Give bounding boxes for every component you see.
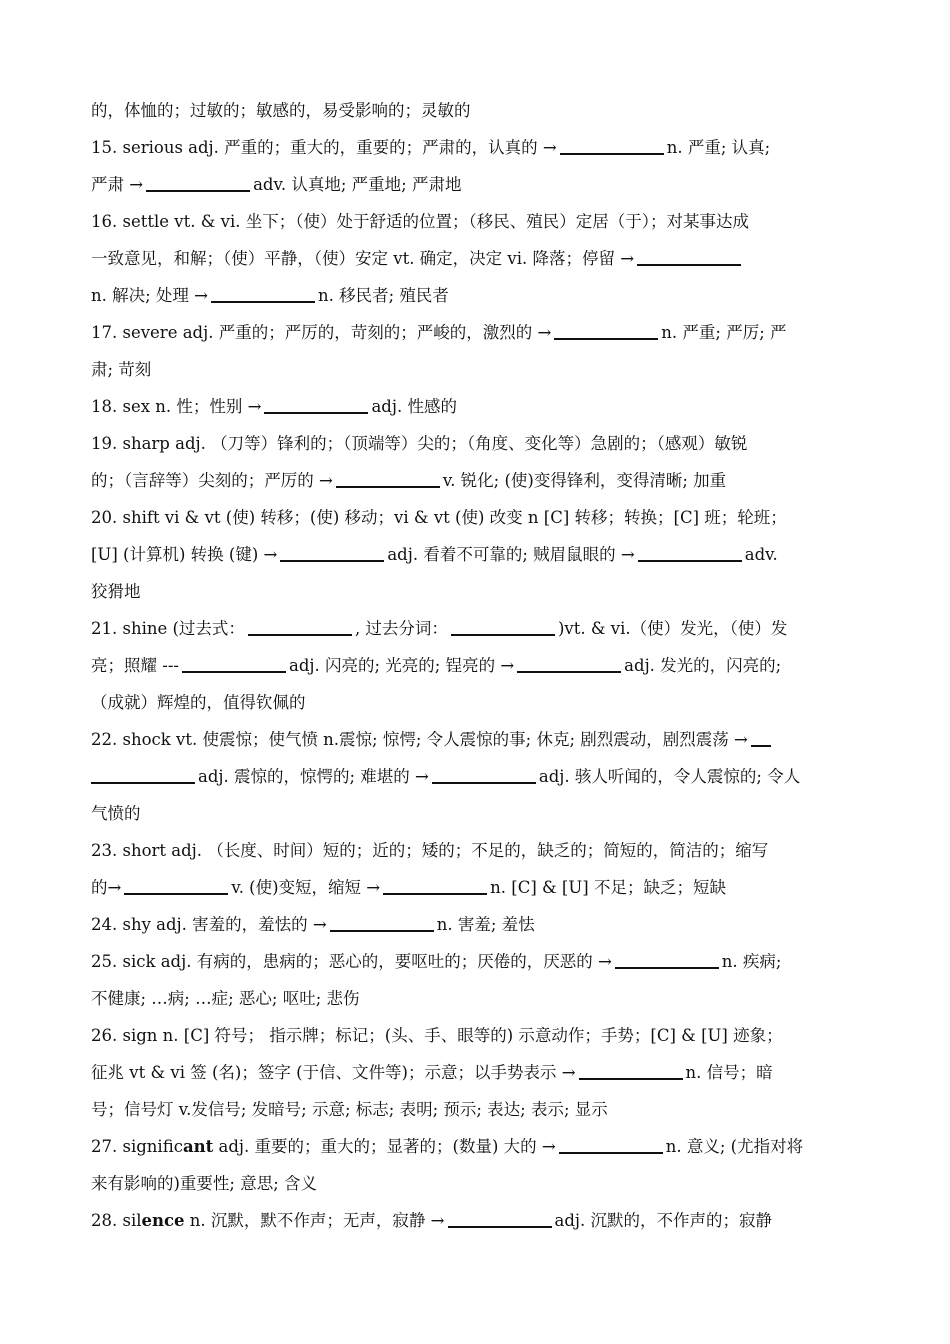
entry-25-cont: 不健康; …病; …症; 恶心; 呕吐; 悲伤 [91, 989, 360, 1008]
answer-blank[interactable] [91, 782, 195, 784]
entry-27-cont: 来有影响的)重要性; 意思; 含义 [91, 1174, 318, 1193]
entry-26-cont: 征兆 vt & vi 签 (名)；签字 (于信、文件等)；示意；以手势表示 → n. 信号；暗 [91, 1063, 773, 1082]
entry-23: 23. short adj. （长度、时间）短的；近的；矮的；不足的，缺乏的；简短的，简洁的；缩写 [91, 841, 769, 860]
answer-blank[interactable] [330, 930, 434, 932]
entry-19-cont: 的；（言辞等）尖刻的；严厉的 → v. 锐化; (使)变得锋利，变得清晰; 加重 [91, 471, 727, 490]
entry-15-cont: 严肃 → adv. 认真地; 严重地; 严肃地 [91, 175, 462, 194]
answer-blank[interactable] [211, 301, 315, 303]
answer-blank[interactable] [146, 190, 250, 192]
answer-blank[interactable] [280, 560, 384, 562]
answer-blank[interactable] [559, 1152, 663, 1154]
answer-blank[interactable] [448, 1226, 552, 1228]
answer-blank[interactable] [579, 1078, 683, 1080]
answer-blank[interactable] [554, 338, 658, 340]
entry-26: 26. sign n. [C] 符号； 指示牌；标记；(头、手、眼等的) 示意动作；手势；[C] & [U] 迹象； [91, 1026, 783, 1045]
answer-blank[interactable] [751, 745, 771, 747]
entry-25: 25. sick adj. 有病的，患病的；恶心的，要呕吐的；厌倦的，厌恶的 → n. 疾病; [91, 952, 782, 971]
entry-20-cont2: 狡猾地 [91, 582, 141, 601]
answer-blank[interactable] [560, 153, 664, 155]
entry-21-cont2: （成就）辉煌的，值得钦佩的 [91, 693, 306, 712]
answer-blank[interactable] [451, 634, 555, 636]
answer-blank[interactable] [248, 634, 352, 636]
entry-22-cont2: 气愤的 [91, 804, 141, 823]
vocabulary-list [91, 92, 861, 1239]
answer-blank[interactable] [264, 412, 368, 414]
answer-blank[interactable] [615, 967, 719, 969]
answer-blank[interactable] [637, 264, 741, 266]
entry-15: 15. serious adj. 严重的；重大的，重要的；严肃的，认真的 → n. 严重; 认真; [91, 138, 771, 157]
answer-blank[interactable] [383, 893, 487, 895]
entry-18: 18. sex n. 性；性别 → adj. 性感的 [91, 397, 457, 416]
entry-17: 17. severe adj. 严重的；严厉的，苛刻的；严峻的，激烈的 → n. 严重; 严厉; 严 [91, 323, 787, 342]
entry-28: 28. silence n. 沉默，默不作声；无声，寂静 → adj. 沉默的，不作声的；寂静 [91, 1211, 773, 1230]
entry-21-cont: 亮；照耀 --- adj. 闪亮的; 光亮的; 锃亮的 → adj. 发光的，闪亮的; [91, 656, 782, 675]
continuation-line: 的，体恤的；过敏的；敏感的，易受影响的；灵敏的 [91, 101, 471, 120]
answer-blank[interactable] [638, 560, 742, 562]
answer-blank[interactable] [124, 893, 228, 895]
entry-17-cont: 肃; 苛刻 [91, 360, 152, 379]
entry-22-cont: adj. 震惊的，惊愕的; 难堪的 → adj. 骇人听闻的，令人震惊的; 令人 [91, 758, 861, 795]
entry-21: 21. shine (过去式： , 过去分词： )vt. & vi.（使）发光，（使）发 [91, 619, 788, 638]
entry-16: 16. settle vt. & vi. 坐下；（使）处于舒适的位置；（移民、殖民）定居（于）；对某事达成 [91, 212, 749, 231]
entry-27: 27. significant adj. 重要的；重大的；显著的；(数量) 大的 → n. 意义; (尤指对将 [91, 1137, 804, 1156]
entry-16-cont2: n. 解决; 处理 → n. 移民者; 殖民者 [91, 286, 449, 305]
answer-blank[interactable] [517, 671, 621, 673]
entry-26-cont2: 号；信号灯 v.发信号; 发暗号; 示意; 标志; 表明; 预示; 表达; 表示; 显示 [91, 1100, 608, 1119]
entry-19: 19. sharp adj. （刀等）锋利的；（顶端等）尖的；（角度、变化等）急剧的；（感观）敏锐 [91, 434, 748, 453]
entry-20-cont: [U] (计算机) 转换 (键) → adj. 看着不可靠的; 贼眉鼠眼的 → adv. [91, 545, 778, 564]
answer-blank[interactable] [432, 782, 536, 784]
answer-blank[interactable] [182, 671, 286, 673]
entry-22: 22. shock vt. 使震惊；使气愤 n.震惊; 惊愕; 令人震惊的事; 休克; 剧烈震动，剧烈震荡 → [91, 721, 861, 758]
entry-24: 24. shy adj. 害羞的，羞怯的 → n. 害羞; 羞怯 [91, 915, 535, 934]
entry-20: 20. shift vi & vt (使) 转移；(使) 移动；vi & vt (使) 改变 n [C] 转移；转换；[C] 班；轮班； [91, 508, 787, 527]
answer-blank[interactable] [336, 486, 440, 488]
entry-23-cont: 的→ v. (使)变短，缩短 → n. [C] & [U] 不足；缺乏；短缺 [91, 878, 726, 897]
entry-16-cont: 一致意见，和解；（使）平静，（使）安定 vt. 确定，决定 vi. 降落；停留 → [91, 240, 861, 277]
